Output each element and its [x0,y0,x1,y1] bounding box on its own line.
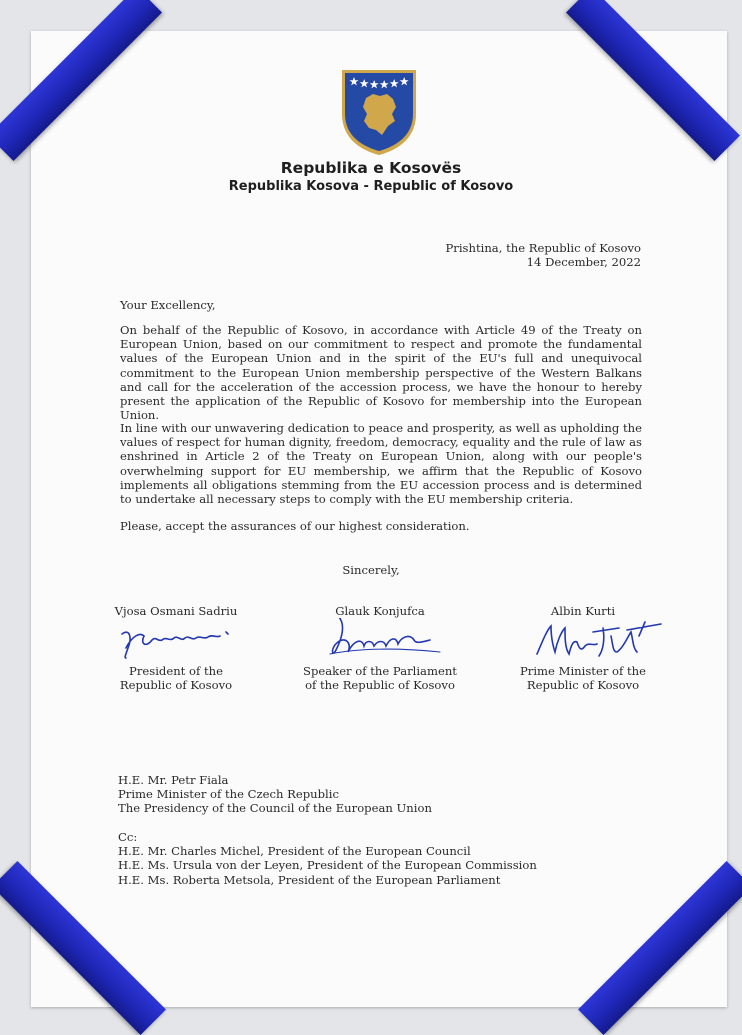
signatory-speaker [290,604,470,692]
cc-block [118,830,537,887]
addressee-line: The Presidency of the Council of the European Union [118,801,432,816]
complimentary-close: Sincerely, [342,563,400,577]
signatory-name: Glauk Konjufca [335,604,425,618]
body-paragraph-2: In line with our unwavering dedication to peace and prosperity, as well as upholding the values of respect for human dignity, freedom, democracy, equality and the rule of law as enshrined in Article 2 of the Treaty on European Union, along with our people's overwhelming support for EU membership, we affirm that the Republic of Kosovo implements all obligations stemming from the EU accession process and is determined to undertake all necessary steps to comply with the EU membership criteria. [120,421,642,507]
letterhead-subtitle: Republika Kosova - Republic of Kosovo [228,179,514,194]
addressee-line: H.E. Mr. Petr Fiala [118,773,229,787]
signatory-name: Vjosa Osmani Sadriu [114,604,238,618]
signature-speaker-icon [290,618,470,664]
kosovo-coat-of-arms-icon [340,68,418,156]
signatory-title-line1: President of the [129,664,223,678]
signatory-prime-minister [493,604,673,692]
cc-line: H.E. Ms. Ursula von der Leyen, President of the European Commission [118,858,537,873]
signatory-title-line1: Speaker of the Parliament [303,664,457,678]
signatory-title-line2: Republic of Kosovo [526,678,640,693]
dateline-date: 14 December, 2022 [526,255,641,270]
cc-line: H.E. Ms. Roberta Metsola, President of the European Parliament [118,872,501,887]
closing-sentence: Please, accept the assurances of our highest consideration. [120,519,470,533]
body-paragraph-1: On behalf of the Republic of Kosovo, in accordance with Article 49 of the Treaty on European Union, based on our commitment to respect and promote the fundamental values of the European Union and in the spirit of the EU's full and unequivocal commitment to the European Union membership perspective of the Western Balkans and call for the acceleration of the accession process, we have the honour to hereby present the application of the Republic of Kosovo for membership into the European Union. [120,323,642,423]
signatory-title-line1: Prime Minister of the [520,664,646,678]
letterhead-title: Republika e Kosovës [280,159,462,177]
signatory-name: Albin Kurti [550,604,616,618]
signatory-title-line2: of the Republic of Kosovo [305,678,455,693]
signature-prime-minister-icon [493,618,673,664]
cc-line: H.E. Mr. Charles Michel, President of the European Council [118,844,471,859]
cc-label: Cc: [118,830,138,844]
addressee-block [118,773,432,816]
letter-dateline [446,241,642,269]
signature-president-icon [86,618,266,664]
addressee-line: Prime Minister of the Czech Republic [118,787,339,802]
dateline-place: Prishtina, the Republic of Kosovo [445,241,641,255]
signatory-president [86,604,266,692]
salutation: Your Excellency, [120,298,216,312]
signatory-title-line2: Republic of Kosovo [119,678,233,693]
